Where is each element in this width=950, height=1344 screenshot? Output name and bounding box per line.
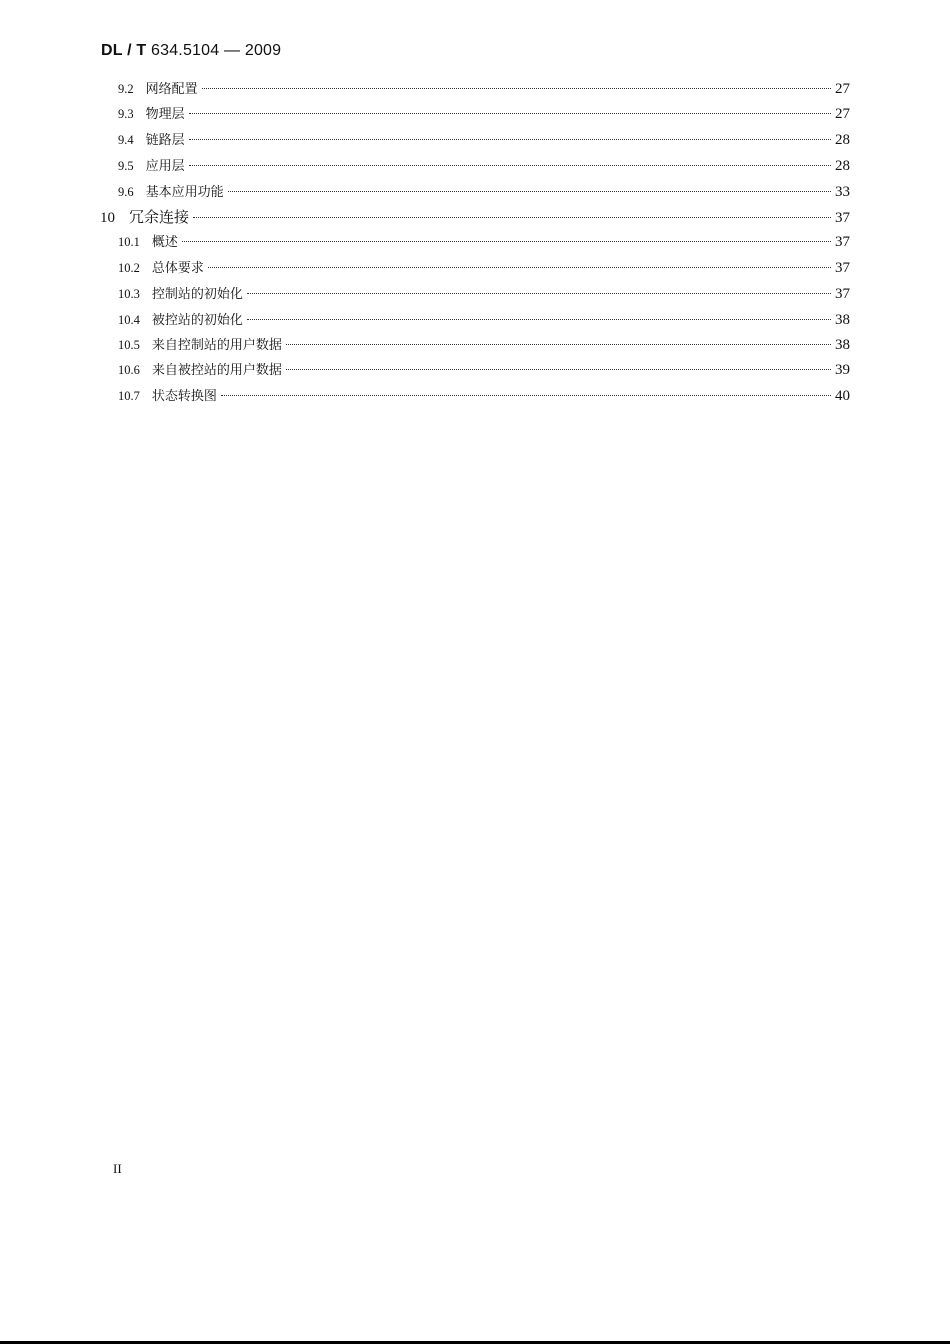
standard-code: DL / T [101,42,147,59]
page-number: II [113,1161,122,1176]
toc-entry-title: 被控站的初始化 [151,313,243,328]
toc-leader-dots [286,344,831,345]
toc-entry-page: 37 [835,210,850,226]
toc-entry[interactable] [118,283,850,305]
toc-entry[interactable] [118,231,850,253]
toc-entry-page: 40 [835,388,850,404]
toc-entry-number: 10.1 [118,235,140,249]
toc-entry[interactable] [118,181,850,203]
toc-entry-number: 10.2 [118,261,140,275]
toc-entry-page: 27 [835,106,850,122]
toc-entry-title: 链路层 [145,133,185,148]
toc-leader-dots [189,165,831,166]
toc-entry[interactable] [118,155,850,177]
toc-entry-number: 10.5 [118,338,140,352]
toc-entry[interactable] [118,385,850,407]
toc-entry-number: 9.6 [118,185,134,199]
toc-entry-number: 10.6 [118,363,140,377]
toc-leader-dots [182,241,831,242]
toc-entry-title: 网络配置 [145,82,198,97]
toc-entry[interactable] [118,103,850,125]
toc-entry[interactable] [118,257,850,279]
toc-leader-dots [202,88,831,89]
toc-entry-page: 28 [835,132,850,148]
toc-entry-title: 来自被控站的用户数据 [151,363,282,378]
toc-entry-page: 37 [835,260,850,276]
toc-leader-dots [286,369,831,370]
toc-leader-dots [193,217,831,218]
toc-chapter-entry[interactable] [100,206,850,228]
toc-entry[interactable] [118,78,850,100]
toc-entry-number: 10.7 [118,389,140,403]
toc-entry-title: 控制站的初始化 [151,287,243,302]
toc-entry-number: 10 [100,210,115,226]
toc-entry-page: 37 [835,234,850,250]
toc-entry-number: 9.5 [118,159,134,173]
toc-entry-title: 应用层 [145,159,185,174]
toc-leader-dots [247,293,831,294]
toc-leader-dots [189,139,831,140]
toc-entry-number: 10.3 [118,287,140,301]
toc-entry-page: 38 [835,337,850,353]
toc-leader-dots [208,267,831,268]
toc-entry-title: 状态转换图 [151,389,217,404]
toc-entry-number: 9.3 [118,107,134,121]
toc-entry-page: 39 [835,362,850,378]
toc-entry-title: 概述 [151,235,178,250]
toc-entry-title: 基本应用功能 [145,185,224,200]
toc-leader-dots [189,113,831,114]
toc-entry-number: 10.4 [118,313,140,327]
toc-leader-dots [247,319,831,320]
toc-entry-title: 冗余连接 [129,208,190,226]
toc-entry[interactable] [118,359,850,381]
toc-entry[interactable] [118,334,850,356]
toc-entry-page: 37 [835,286,850,302]
document-header [101,42,281,60]
toc-entry-number: 9.4 [118,133,134,147]
toc-entry[interactable] [118,129,850,151]
toc-entry-title: 来自控制站的用户数据 [151,338,282,353]
toc-entry-number: 9.2 [118,82,134,96]
toc-entry-title: 总体要求 [151,261,204,276]
toc-entry[interactable] [118,309,850,331]
standard-number: 634.5104 — 2009 [151,42,282,59]
toc-entry-page: 33 [835,184,850,200]
toc-entry-page: 27 [835,81,850,97]
toc-entry-page: 38 [835,312,850,328]
toc-entry-title: 物理层 [145,107,185,122]
toc-entry-page: 28 [835,158,850,174]
toc-leader-dots [228,191,831,192]
toc-leader-dots [221,395,831,396]
